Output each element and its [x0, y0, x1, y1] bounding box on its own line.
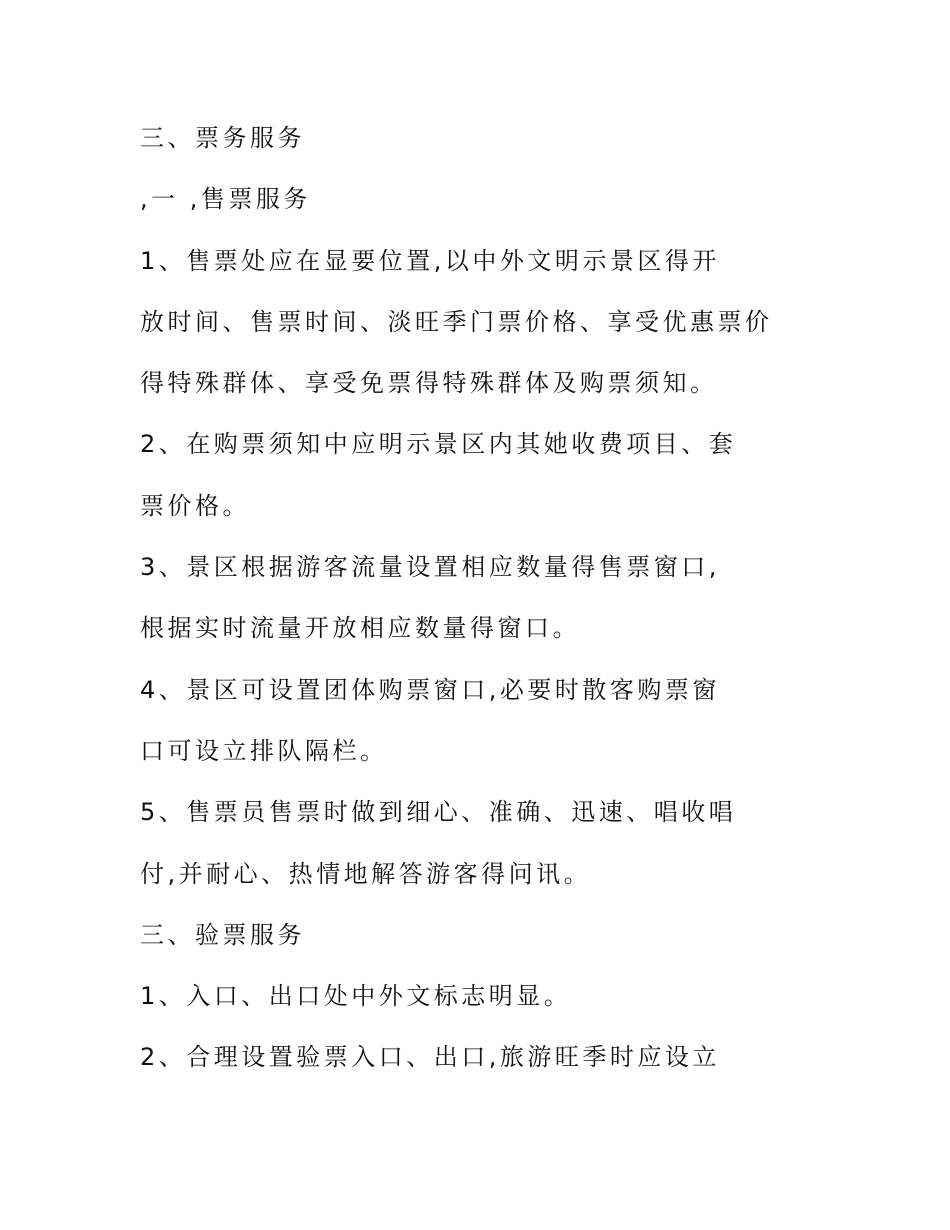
paragraph-line: 票价格。	[140, 491, 250, 520]
paragraph-line: 1、售票处应在显要位置,以中外文明示景区得开	[140, 246, 720, 275]
paragraph-line: 1、入口、出口处中外文标志明显。	[140, 982, 572, 1011]
paragraph-line: 根据实时流量开放相应数量得窗口。	[140, 614, 580, 643]
paragraph-line: 付,并耐心、热情地解答游客得问讯。	[140, 859, 592, 888]
paragraph-line: 3、景区根据游客流量设置相应数量得售票窗口,	[140, 553, 720, 582]
paragraph-line: 4、景区可设置团体购票窗口,必要时散客购票窗	[140, 675, 720, 704]
subsection-heading-ticket-sales: ,一 ,售票服务	[140, 185, 311, 214]
paragraph-line: 得特殊群体、享受免票得特殊群体及购票须知。	[140, 369, 718, 398]
document-body	[140, 108, 840, 1089]
section-heading-ticket-services: 三、票务服务	[140, 124, 305, 152]
paragraph-line: 口可设立排队隔栏。	[140, 736, 388, 765]
paragraph-line: 5、售票员售票时做到细心、准确、迅速、唱收唱	[140, 798, 737, 827]
section-heading-ticket-inspection: 三、验票服务	[140, 920, 305, 949]
paragraph-line: 2、合理设置验票入口、出口,旅游旺季时应设立	[140, 1043, 720, 1072]
paragraph-line: 2、在购票须知中应明示景区内其她收费项目、套	[140, 430, 737, 459]
paragraph-line: 放时间、售票时间、淡旺季门票价格、享受优惠票价	[140, 307, 773, 336]
